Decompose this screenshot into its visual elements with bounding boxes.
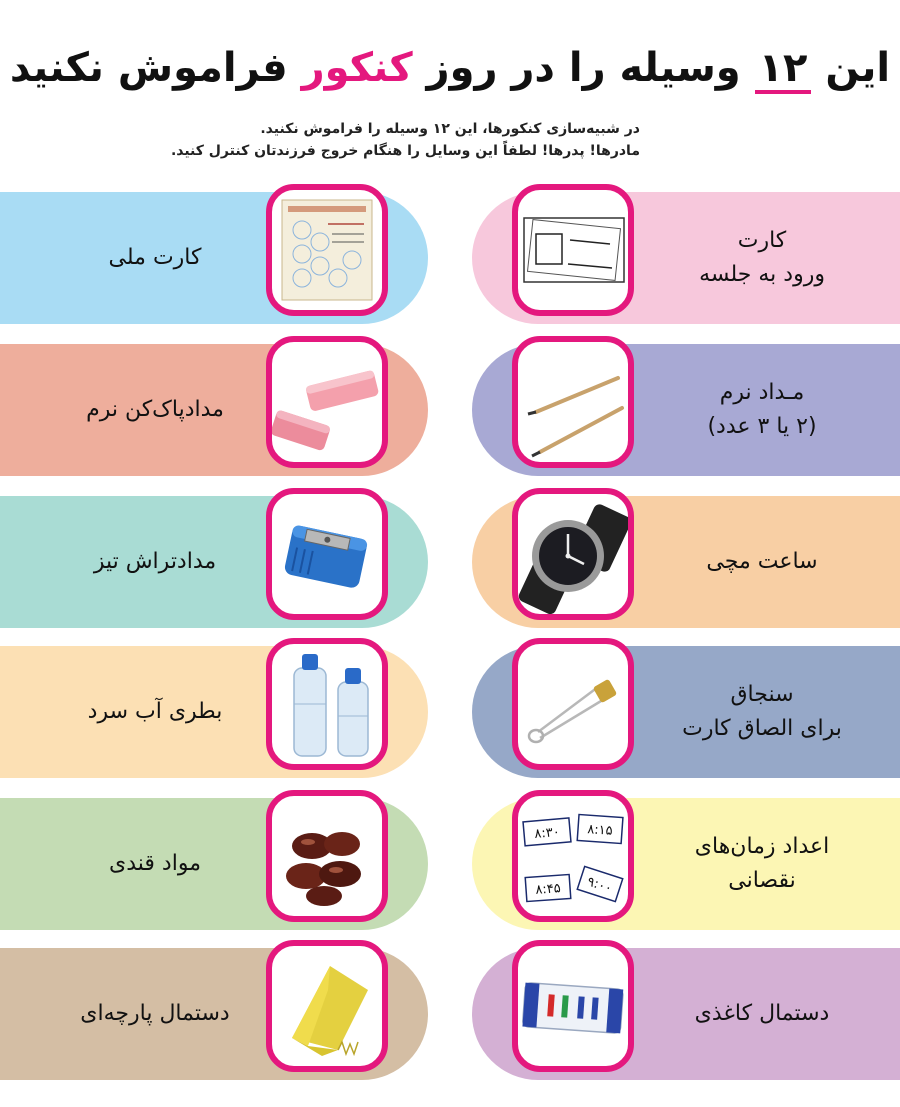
- item-card-entry-card: [472, 192, 900, 324]
- dates-icon: [266, 790, 388, 922]
- item-label-line1: بطری آب سرد: [87, 699, 223, 724]
- item-label: [642, 496, 882, 628]
- item-card-sharpener: [0, 496, 428, 628]
- page-title: [0, 38, 900, 98]
- item-card-tissue: [472, 948, 900, 1080]
- title-number: ۱۲: [755, 46, 812, 94]
- item-label-line1: ساعت مچی: [706, 549, 818, 574]
- national-id-card-icon: [266, 184, 388, 316]
- item-card-water-bottle: [0, 646, 428, 778]
- item-card-national-id: [0, 192, 428, 324]
- subtitle: [170, 118, 640, 162]
- item-label-line1: مدادپاک‌کن نرم: [86, 397, 224, 422]
- item-label-line1: سنجاق: [730, 682, 794, 707]
- item-label: [642, 798, 882, 930]
- item-card-eraser: [0, 344, 428, 476]
- item-label: [40, 496, 270, 628]
- item-card-sweets: [0, 798, 428, 930]
- subtitle-line-2: مادرها! پدرها! لطفاً این وسایل را هنگام خروج فرزندتان کنترل کنید.: [170, 143, 640, 159]
- item-label-line1: دستمال کاغذی: [694, 1001, 830, 1026]
- item-label: [642, 192, 882, 324]
- item-label-line2: ورود به جلسه: [699, 262, 825, 287]
- tissue-pack-icon: [512, 940, 634, 1072]
- item-label: [40, 798, 270, 930]
- subtitle-line-1: در شبیه‌سازی کنکورها، این ۱۲ وسیله را فراموش نکنید.: [260, 121, 640, 137]
- title-highlight: کنکور: [301, 45, 413, 91]
- title-part2: وسیله را در روز: [426, 45, 741, 91]
- time-numbers-icon: [512, 790, 634, 922]
- sharpener-icon: [266, 488, 388, 620]
- item-label-line1: کارت ملی: [108, 245, 202, 270]
- item-card-safety-pin: [472, 646, 900, 778]
- item-card-cloth-napkin: [0, 948, 428, 1080]
- item-label-line2: (۲ یا ۳ عدد): [707, 414, 817, 439]
- item-label: [40, 344, 270, 476]
- time-label-2: ۸:۴۵: [534, 881, 562, 898]
- item-card-time-numbers: [472, 798, 900, 930]
- title-part1: این: [825, 45, 891, 91]
- time-label-0: ۸:۱۵: [586, 822, 614, 839]
- cloth-napkin-icon: [266, 940, 388, 1072]
- water-bottles-icon: [266, 638, 388, 770]
- item-card-wristwatch: [472, 496, 900, 628]
- entry-card-icon: [512, 184, 634, 316]
- time-label-1: ۸:۳۰: [533, 824, 561, 842]
- item-label-line1: مواد قندی: [109, 851, 201, 876]
- pencils-icon: [512, 336, 634, 468]
- safety-pin-icon: [512, 638, 634, 770]
- item-label: [642, 646, 882, 778]
- item-label: [40, 948, 270, 1080]
- item-label-line1: دستمال پارچه‌ای: [80, 1001, 230, 1026]
- item-label-line1: کارت: [737, 228, 787, 253]
- item-label: [40, 192, 270, 324]
- item-label-line2: نقصانی: [728, 868, 796, 893]
- eraser-icon: [266, 336, 388, 468]
- item-label-line2: برای الصاق کارت: [682, 716, 842, 741]
- item-label-line1: اعداد زمان‌های: [694, 834, 830, 859]
- wristwatch-icon: [512, 488, 634, 620]
- item-label-line1: مدادتراش تیز: [93, 549, 217, 574]
- item-card-soft-pencil: [472, 344, 900, 476]
- title-part3: فراموش نکنید: [9, 45, 288, 91]
- item-label-line1: مـداد نرم: [719, 380, 805, 405]
- item-label: [642, 344, 882, 476]
- item-label: [642, 948, 882, 1080]
- time-label-3: ۹:۰۰: [585, 874, 614, 897]
- item-label: [40, 646, 270, 778]
